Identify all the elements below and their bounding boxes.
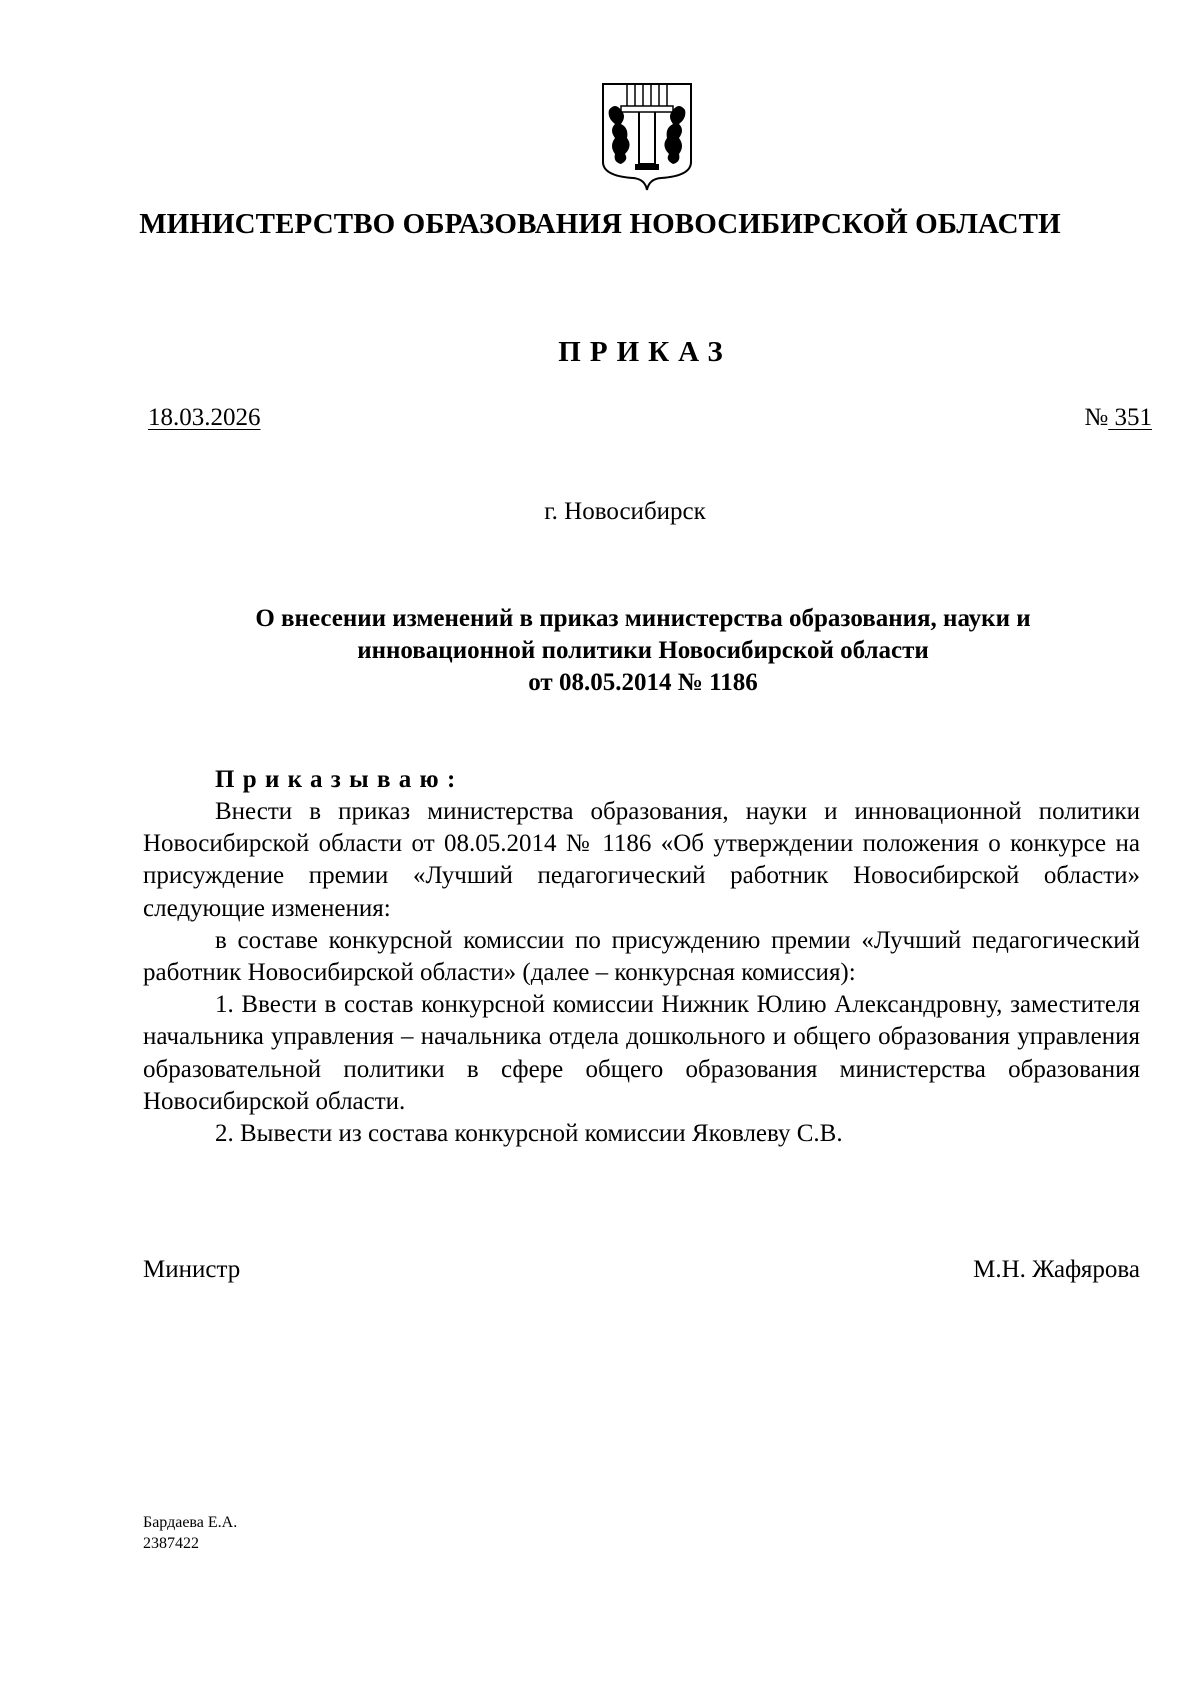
ministry-title: МИНИСТЕРСТВО ОБРАЗОВАНИЯ НОВОСИБИРСКОЙ ОБЛАСТИ bbox=[139, 208, 1061, 240]
executor-name: Бардаева Е.А. bbox=[143, 1514, 238, 1531]
body-paragraph: в составе конкурсной комиссии по присуждению премии «Лучший педагогический работник Новосибирской области» (далее – конкурсная комиссия): bbox=[143, 926, 1140, 987]
body-paragraph: 1. Ввести в состав конкурсной комиссии Нижник Юлию Александровну, заместителя начальника управления – начальника отдела дошкольного и общего образования управления образовательной политики в сфере общего образования министерства образования Новосибирской области. bbox=[143, 991, 1140, 1115]
subject-line: инновационной политики Новосибирской области bbox=[357, 637, 929, 664]
order-number bbox=[1084, 404, 1152, 432]
order-number-value: 351 bbox=[1114, 404, 1152, 431]
city: г. Новосибирск bbox=[544, 498, 706, 525]
order-date: 18.03.2026 bbox=[148, 404, 261, 431]
coat-of-arms-icon bbox=[599, 80, 695, 192]
executor-phone: 2387422 bbox=[143, 1535, 199, 1552]
executor-block bbox=[143, 1512, 237, 1554]
order-subject bbox=[143, 603, 1143, 699]
signer-title: Министр bbox=[143, 1256, 241, 1283]
body-paragraph: 2. Вывести из состава конкурсной комиссии Яковлеву С.В. bbox=[215, 1120, 843, 1148]
subject-line: от 08.05.2014 № 1186 bbox=[528, 669, 758, 696]
subject-line: О внесении изменений в приказ министерства образования, науки и bbox=[255, 605, 1031, 632]
body-paragraph: Внести в приказ министерства образования, науки и инновационной политики Новосибирской области от 08.05.2014 № 1186 «Об утверждении положения о конкурсе на присуждение премии «Лучший педагогический работник Новосибирской области» следующие изменения: bbox=[143, 798, 1140, 922]
document-type: ПРИКАЗ bbox=[558, 336, 732, 368]
signer-name: М.Н. Жафярова bbox=[973, 1256, 1140, 1283]
order-number-prefix: № bbox=[1084, 404, 1109, 431]
order-word: Приказываю: bbox=[215, 766, 464, 793]
order-body bbox=[143, 796, 1140, 1150]
